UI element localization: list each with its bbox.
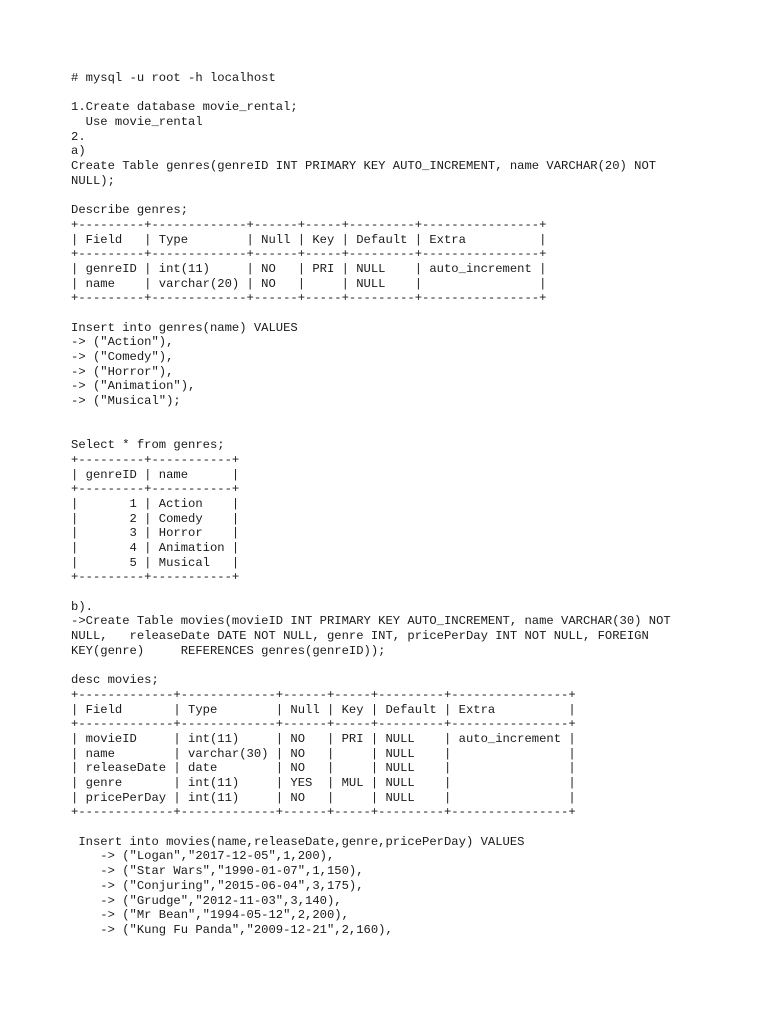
- document-line: | 1 | Action |: [71, 496, 240, 511]
- document-line: NULL, releaseDate DATE NOT NULL, genre INT, pricePerDay INT NOT NULL, FOREIGN: [71, 629, 649, 644]
- document-line: +-------------+-------------+------+-----+---------+----------------+: [71, 805, 576, 820]
- document-line: -> ("Star Wars","1990-01-07",1,150),: [71, 864, 364, 879]
- document-line: +---------+-----------+: [71, 570, 240, 585]
- document-line: -> ("Logan","2017-12-05",1,200),: [71, 849, 335, 864]
- document-line: # mysql -u root -h localhost: [71, 71, 276, 85]
- document-line: ->Create Table movies(movieID INT PRIMARY KEY AUTO_INCREMENT, name VARCHAR(30) NOT: [71, 614, 671, 629]
- document-line: Insert into genres(name) VALUES: [71, 320, 298, 335]
- document-line: 2.: [71, 129, 86, 144]
- document-page: [71, 71, 751, 938]
- document-line: +---------+-----------+: [71, 452, 240, 467]
- blank-line: [71, 659, 751, 674]
- document-line: | genre | int(11) | YES | MUL | NULL | |: [71, 776, 576, 790]
- document-line: | 4 | Animation |: [71, 541, 240, 555]
- document-line: +-------------+-------------+------+-----+---------+----------------+: [71, 717, 576, 732]
- document-line: Create Table genres(genreID INT PRIMARY KEY AUTO_INCREMENT, name VARCHAR(20) NOT: [71, 159, 657, 174]
- blank-line: [71, 820, 751, 835]
- document-line: +---------+-----------+: [71, 482, 240, 497]
- document-line: Select * from genres;: [71, 438, 225, 453]
- document-line: +---------+-------------+------+-----+---------+----------------+: [71, 291, 547, 306]
- document-line: +-------------+-------------+------+-----+---------+----------------+: [71, 687, 576, 702]
- blank-line: [71, 424, 751, 439]
- document-line: | 5 | Musical |: [71, 555, 240, 570]
- document-line: | genreID | int(11) | NO | PRI | NULL | auto_increment |: [71, 261, 547, 276]
- document-line: a): [71, 144, 86, 159]
- document-line: NULL);: [71, 173, 115, 188]
- document-line: Use movie_rental: [71, 115, 203, 130]
- document-line: | movieID | int(11) | NO | PRI | NULL | auto_increment |: [71, 731, 576, 746]
- blank-line: [71, 189, 751, 204]
- document-line: -> ("Action"),: [71, 335, 174, 350]
- document-line: | 3 | Horror |: [71, 526, 240, 541]
- document-line: | pricePerDay | int(11) | NO | | NULL | |: [71, 790, 576, 805]
- document-line: 1.Create database movie_rental;: [71, 100, 298, 115]
- document-line: -> ("Grudge","2012-11-03",3,140),: [71, 893, 342, 908]
- document-line: -> ("Kung Fu Panda","2009-12-21",2,160),: [71, 922, 393, 937]
- document-line: -> ("Horror"),: [71, 364, 174, 379]
- document-line: Insert into movies(name,releaseDate,genre,pricePerDay) VALUES: [71, 834, 525, 849]
- document-line: | name | varchar(30) | NO | | NULL | |: [71, 746, 576, 761]
- document-line: | genreID | name |: [71, 467, 240, 482]
- document-line: Describe genres;: [71, 203, 189, 218]
- document-line: | Field | Type | Null | Key | Default | Extra |: [71, 232, 547, 247]
- document-line: -> ("Animation"),: [71, 379, 196, 394]
- document-line: KEY(genre) REFERENCES genres(genreID));: [71, 643, 386, 658]
- document-line: +---------+-------------+------+-----+---------+----------------+: [71, 217, 547, 232]
- document-line: b).: [71, 599, 93, 614]
- document-line: -> ("Musical");: [71, 394, 181, 409]
- document-line: | Field | Type | Null | Key | Default | Extra |: [71, 702, 576, 717]
- blank-line: [71, 306, 751, 321]
- document-line: | name | varchar(20) | NO | | NULL | |: [71, 276, 547, 291]
- document-line: +---------+-------------+------+-----+---------+----------------+: [71, 247, 547, 262]
- blank-line: [71, 585, 751, 600]
- document-line: | 2 | Comedy |: [71, 511, 240, 526]
- document-line: -> ("Conjuring","2015-06-04",3,175),: [71, 878, 364, 893]
- document-line: -> ("Mr Bean","1994-05-12",2,200),: [71, 908, 349, 923]
- blank-line: [71, 409, 751, 424]
- document-line: | releaseDate | date | NO | | NULL | |: [71, 761, 576, 776]
- document-line: -> ("Comedy"),: [71, 350, 174, 365]
- blank-line: [71, 86, 751, 101]
- document-line: desc movies;: [71, 673, 159, 688]
